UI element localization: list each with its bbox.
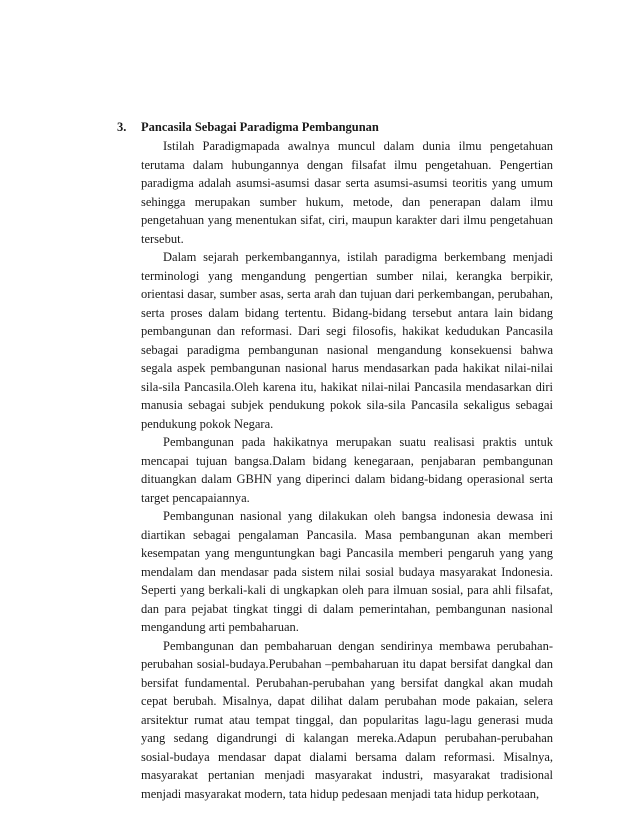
section-body (141, 137, 553, 803)
paragraph: Istilah Paradigmapada awalnya muncul dalam dunia ilmu pengetahuan terutama dalam hubungannya dengan filsafat ilmu pengetahuan. Pengertian paradigma adalah asumsi-asumsi dasar serta asumsi-asumsi teoritis yang umum sehingga merupakan sumber hukum, metode, dan penerapan dalam ilmu pengetahuan yang menentukan sifat, ciri, maupun karakter dari ilmu pengetahuan tersebut. (141, 139, 553, 246)
section-number: 3. (117, 120, 127, 134)
section-title: Pancasila Sebagai Paradigma Pembangunan (141, 120, 379, 134)
section-heading (117, 118, 557, 136)
paragraph: Dalam sejarah perkembangannya, istilah paradigma berkembang menjadi terminologi yang mengandung pengertian sumber nilai, kerangka berpikir, orientasi dasar, sumber asas, serta arah dan tujuan dari perkembangan, perubahan, serta proses dalam bidang tertentu. Bidang-bidang tersebut antara lain bidang pembangunan dan reformasi. Dari segi filosofis, hakikat kedudukan Pancasila sebagai paradigma pembangunan nasional mengandung konsekuensi bahwa segala aspek pembangunan nasional harus mendasarkan pada hakikat nilai-nilai sila-sila Pancasila.Oleh karena itu, hakikat nilai-nilai Pancasila mendasarkan diri manusia sebagai subjek pendukung pokok sila-sila Pancasila sekaligus sebagai pendukung pokok Negara. (141, 250, 553, 431)
paragraph: Pembangunan pada hakikatnya merupakan suatu realisasi praktis untuk mencapai tujuan bangsa.Dalam bidang kenegaraan, penjabaran pembangunan dituangkan dalam GBHN yang diperinci dalam bidang-bidang operasional serta target pencapaiannya. (141, 435, 553, 505)
paragraph: Pembangunan dan pembaharuan dengan sendirinya membawa perubahan-perubahan sosial-budaya.Perubahan –pembaharuan itu dapat bersifat dangkal dan bersifat fundamental. Perubahan-perubahan yang bersifat dangkal akan mudah cepat berubah. Misalnya, dapat dilihat dalam perubahan mode pakaian, selera arsitektur rumat atau tempat tinggal, dan popularitas lagu-lagu generasi muda yang sedang digandrungi di kalangan mereka.Adapun perubahan-perubahan sosial-budaya mendasar dapat dialami bersama dalam reformasi. Misalnya, masyarakat pertanian menjadi masyarakat industri, masyarakat tradisional menjadi masyarakat modern, tata hidup pedesaan menjadi tata hidup perkotaan, (141, 638, 553, 801)
paragraph: Pembangunan nasional yang dilakukan oleh bangsa indonesia dewasa ini diartikan sebagai pengalaman Pancasila. Masa pembangunan akan memberi kesempatan yang menguntungkan bagi Pancasila memberi pengaruh yang yang mendalam dan mendasar pada sistem nilai sosial budaya masyarakat Indonesia. Seperti yang berkali-kali di ungkapkan oleh para ilmuan sosial, para ahli filsafat, dan para pejabat tingkat tinggi di dalam pemerintahan, pembangunan nasional mengandung arti pembaharuan. (141, 509, 553, 634)
